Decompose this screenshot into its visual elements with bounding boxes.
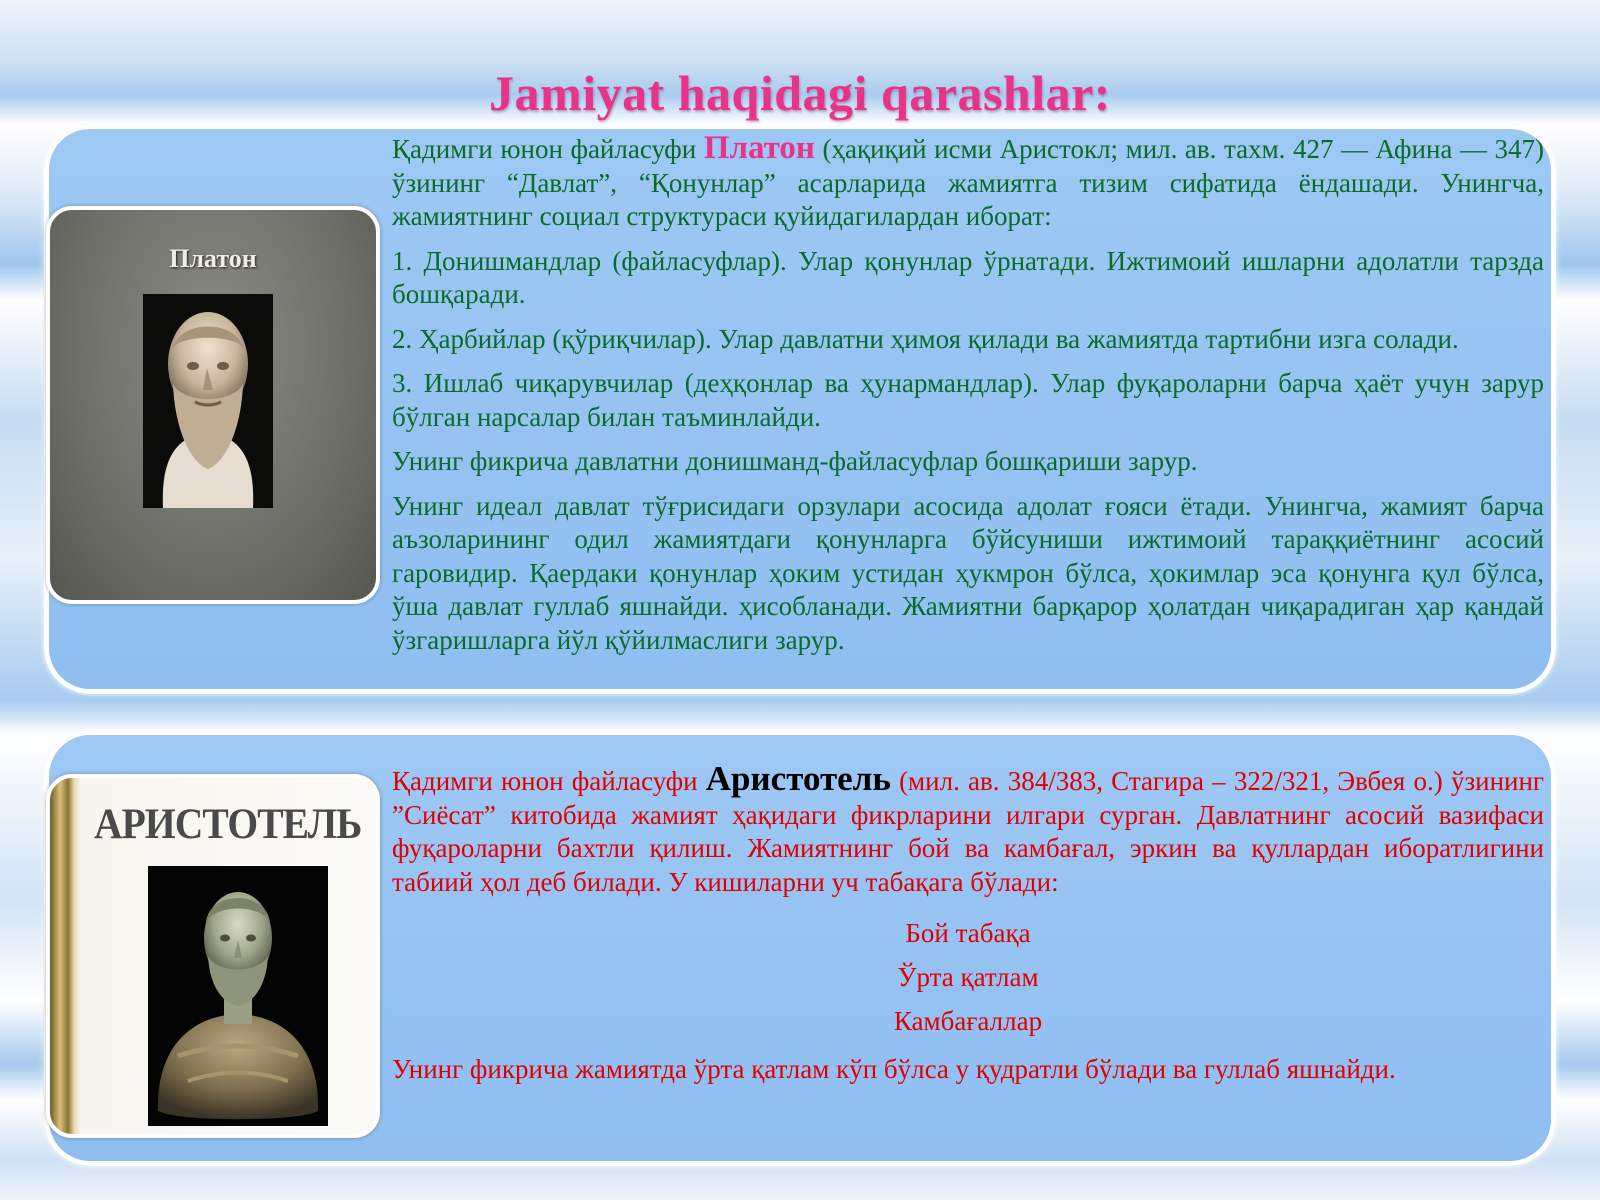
aristotle-conclusion: Унинг фикрича жамиятда ўрта қатлам кўп бўлса у қудратли бўлади ва гуллаб яшнайди. — [392, 1054, 1396, 1084]
plato-text — [392, 132, 1544, 668]
plato-opinion: Унинг фикрича давлатни донишманд-файласуфлар бошқариши зарур. — [392, 446, 1198, 476]
class-item-middle: Ўрта қатлам — [897, 962, 1039, 992]
plato-name: Платон — [703, 130, 815, 166]
aristotle-bust-icon — [148, 866, 328, 1126]
aristotle-bust-image — [148, 866, 328, 1126]
plato-point-1: 1. Донишмандлар (файласуфлар). Улар қонунлар ўрнатади. Ижтимоий ишларни адолатли тарзда бошқаради. — [392, 245, 1544, 309]
plato-intro-before: Қадимги юнон файласуфи — [392, 134, 704, 164]
aristotle-text — [392, 759, 1544, 1098]
plato-portrait — [46, 206, 380, 604]
plato-intro — [392, 132, 1544, 234]
aristotle-portrait-label: АРИСТОТЕЛЬ — [94, 801, 362, 848]
plato-portrait-label: Платон — [169, 244, 257, 273]
aristotle-name: Аристотель — [705, 759, 891, 798]
aristotle-intro — [392, 759, 1544, 899]
aristotle-classes-list — [392, 911, 1544, 1043]
slide-title: Jamiyat haqidagi qarashlar: — [489, 65, 1111, 121]
plato-ideal: Унинг идеал давлат тўғрисидаги орзулари асосида адолат ғояси ётади. Унингча, жамият барча аъзоларининг одил жамиятдаги қонунларга бўйсуниши ижтимоий тараққиётнинг асосий гаровидир. Қаердаки қонунлар ҳоким устидан ҳукмрон бўлса, ҳокимлар эса қонунга қул бўлса, ўша давлат гуллаб яшнайди. ҳисобланади. Жамиятни барқарор ҳолатдан чиқарадиган ҳар қандай ўзгаришларга йўл қўйилмаслиги зарур. — [392, 490, 1544, 655]
aristotle-intro-before: Қадимги юнон файласуфи — [392, 766, 706, 796]
plato-bust-icon — [143, 294, 273, 508]
plato-bust-image — [143, 294, 273, 508]
plato-intro-after: (ҳақиқий исми Аристокл; мил. ав. тахм. 427 — Афина — 347) ўзининг “Давлат”, “Қонунлар” асарларида жамиятга тизим сифатида ёндашади. Унингча, жамиятнинг социал структураси қуйидагилардан иборат: — [392, 134, 1544, 231]
aristotle-intro-after: (мил. ав. 384/383, Стагира – 322/321, Эвбея о.) ўзининг ”Сиёсат” китобида жамият ҳақидаги фикрларини илгари сурган. Давлатнинг асосий вазифаси фуқароларни бахтли қилиш. Жамиятнинг бой ва камбағал, эркин ва қуллардан иборатлигини табиий ҳол деб билади. У кишиларни уч табақага бўлади: — [392, 766, 1544, 897]
aristotle-portrait — [46, 774, 380, 1138]
class-item-poor: Камбағаллар — [893, 1006, 1043, 1036]
plato-point-3: 3. Ишлаб чиқарувчилар (деҳқонлар ва ҳунармандлар). Улар фуқароларни барча ҳаёт учун зарур бўлган нарсалар билан таъминлайди. — [392, 368, 1544, 432]
plato-point-2: 2. Ҳарбийлар (қўриқчилар). Улар давлатни ҳимоя қилади ва жамиятда тартибни изга солади. — [392, 323, 1459, 354]
class-item-rich: Бой табақа — [905, 918, 1031, 948]
